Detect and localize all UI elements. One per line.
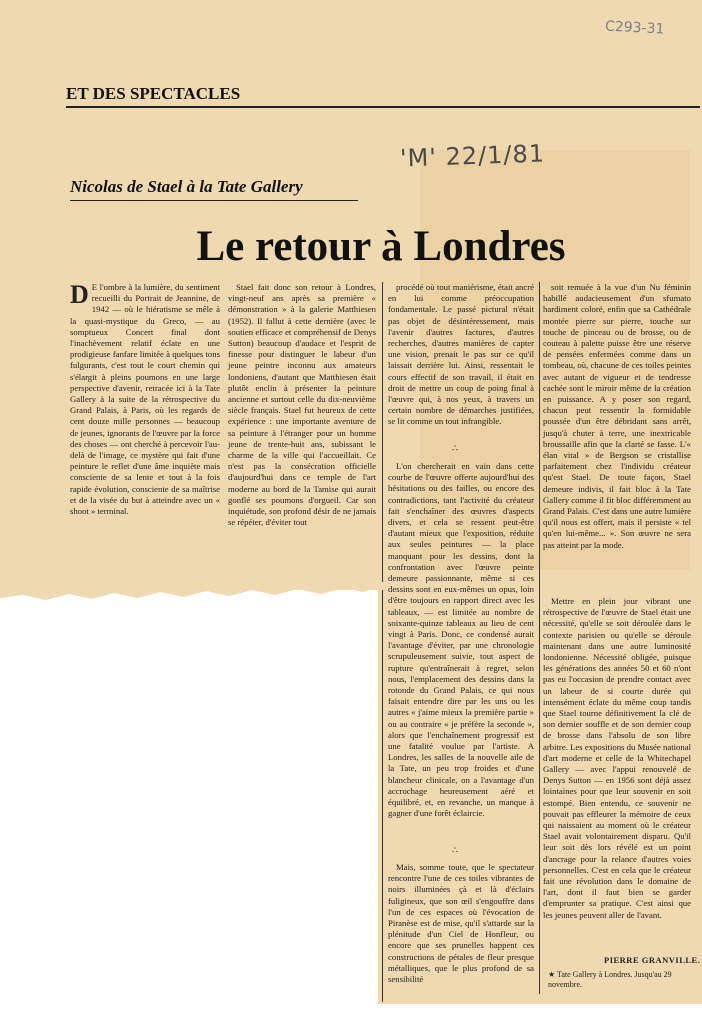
torn-edge bbox=[0, 580, 382, 600]
column-3b-text: L'on chercherait en vain dans cette courbe de l'œuvre offerte aujourd'hui des hésitations ou des failles, ou encore des contradictions, tant l'activité du créateur fait s'enchaîner des œuvres d'aspects divers, et cela se ressent peut-être d'autant mieux que l'exposition, réduite aux seules peintures — la place manquant pour les dessins, dont la confrontation avec l'œuvre peinte demeure passionnante, même si ces dessins sont en eux-mêmes un opus, loin d'être toujours en rapport direct avec les tableaux, — est limitée au nombre de soixante-quinze tableaux au lieu de cent vingt à Paris. Donc, ce condensé aurait l'avantage d'éviter, par une chronologie scrupuleusement suivie, tout aspect de rupture qu'entraînerait à regret, selon nous, l'emplacement des dessins dans la rotonde du Grand Palais, ce qui nous faisait entendre dire par les uns ou les autres « j'aime mieux la première partie » ou au contraire « je préfère la seconde », alors que l'enchaînement progressif est une fatalité voulue par l'artiste. A Londres, les salles de la nouvelle aile de la Tate, un peu trop froides et d'une blancheur clinicale, on a l'avantage d'un accrochage heureusement aéré et équilibré, et, en revanche, un manque à gagner d'une forêt éclaircie. bbox=[388, 461, 534, 819]
column-4b bbox=[543, 596, 691, 925]
column-3 bbox=[388, 282, 534, 432]
column-2 bbox=[228, 282, 376, 532]
column-rule-1 bbox=[382, 282, 383, 582]
column-1-text: E l'ombre à la lumière, du sentiment recueilli du Portrait de Jeannine, de 1942 — où le hiératisme se mêle à la quasi-mystique du Greco, — au somptueux Concert final dont l'inachèvement relatif éclate en une prodigieuse fanfare limitée à quelques tons fulgurants, c'est tout le court chemin qui s'élargit à pleins poumons en une large perspective d'avenir, retracée ici à la Tate Gallery à la suite de la rétrospective du Grand Palais, à Paris, où les regards de cent douze mille personnes — beaucoup de jeunes, ignorants de l'œuvre par la force des choses — ont cherché à percevoir l'au-delà de l'image, ce mystère qui fait d'une peinture le reflet d'une âme inquiète mais consciente de sa lente et tout à la fois rapide évolution, consciente de sa maîtrise et de la visée du but à atteindre avec un « shoot » terminal. bbox=[70, 282, 220, 517]
column-4-text: soit remuée à la vue d'un Nu féminin habillé audacieusement d'un sfumato hardiment coloré, enfin que sa Cathédrale montée pierre sur pierre, touche sur touche de pinceau ou de brosse, ou de couteau à palette puisse être une réserve de pensées enfermées comme dans un tombeau, où, chacune de ces toiles peintes avec autant de vigueur et de tendresse cachée sont le miroir même de la création en puissance. A y poser son regard, chacun peut ressentir la formidable poussée d'un être débridant sans arrêt, jusqu'à chuter à terre, une inextricable broussaille afin que la clarté se fasse. L'« élan vital » de Bergson se cristallise parfaitement chez l'individu créateur qu'est Stael. De toute façon, Stael demeure indivis, il fait bloc à la Tate Gallery comme il fit bloc différemment au Grand Palais. C'est dans une autre lumière qu'il nous est offert, mais il persiste « tel qu'en lui-même... ». Son œuvre ne sera pas atteint par la mode. bbox=[543, 282, 691, 550]
separator-1: ∴ bbox=[452, 444, 458, 454]
section-title: ET DES SPECTACLES bbox=[66, 84, 241, 103]
section-rule bbox=[66, 106, 700, 108]
kicker-rule bbox=[70, 200, 358, 201]
handwritten-date: 'M' 22/1/81 bbox=[399, 139, 546, 173]
column-rule-2 bbox=[539, 282, 540, 994]
column-3-text: procédé où tout maniérisme, était ancré en lui comme préoccupation fondamentale. Le passé pictural n'était pas objet de désintéressement, mais l'avenir d'autres factures, d'autres recherches, d'autres manières de capter une vision, prenait le pas sur ce qu'il laissait derrière lui. Ainsi, ressentait le cours effectif de son travail, il était en droit de mettre un coup de poing final à l'œuvre qui, à nos yeux, à travers un certain nombre de démarches justifiées, se lit comme un tout infrangible. bbox=[388, 282, 534, 427]
column-2-text: Stael fait donc son retour à Londres, vingt-neuf ans après sa première « démonstration » à la galerie Matthiesen (1952). Il fallut à cette dernière (avec le soutien efficace et compréhensif de Denys Sutton) beaucoup d'audace et l'esprit de finesse pour distinguer le labeur d'un jeune peintre inconnu aux amateurs londoniens, d'autant que Matthiesen était plutôt enclin à présenter la peinture ancienne et surtout celle du dix-neuvième siècle français. Stael fut heureux de cette expérience : une importante aventure de sa peinture à l'étranger pour un homme jeune de trente-huit ans, subissant le charme de la ville qui l'accueillait. Ce n'est pas la consécration officielle d'aujourd'hui dans ce temple de l'art moderne au bord de la Tamise qui aurait gonflé ses poumons d'orgueil. Car son inquiétude, son profond désir de ne jamais se répéter, d'éviter tout bbox=[228, 282, 376, 528]
column-1 bbox=[70, 282, 220, 521]
author-signature: PIERRE GRANVILLE. bbox=[604, 955, 701, 965]
column-4 bbox=[543, 282, 691, 555]
column-4b-text: Mettre en plein jour vibrant une rétrospective de l'œuvre de Stael était une nécessité, qu'elle se soit déroulée dans le contexte parisien ou qu'elle se déroule maintenant dans une autre luminosité londonienne. Nécessité obligée, puisque les générations des années 50 et 60 n'ont pas eu l'occasion de prendre contact avec un labeur de si courte durée qui intensément éclate du même coup tandis que Stael tourne définitivement la clé de son dernier souffle et de son dernier coup de brosse dans l'absolu de son libre arbitre. Les expositions du Musée national d'art moderne et celle de la Whitechapel Gallery — avec l'appui renouvelé de Denys Sutton — en 1956 sont déjà assez lointaines pour que leur souvenir en soit estompé. Bien entendu, ce souvenir ne pouvait pas effleurer la mémoire de ceux qui naissaient au moment où le créateur Stael avait volontairement disparu. Qu'il leur soit dès lors révélé est un point d'ancrage pour la relance d'autres voies personnelles. C'est en cela que le créateur fait une révolution dans le domaine de l'art, dont il faut bien se garder d'emprunter sa pratique. C'est ainsi que les jeunes peuvent aller de l'avant. bbox=[543, 596, 691, 920]
reference-code: C293-31 bbox=[604, 18, 665, 38]
separator-2: ∴ bbox=[452, 846, 458, 856]
kicker: Nicolas de Stael à la Tate Gallery bbox=[70, 177, 303, 196]
column-3c bbox=[388, 862, 534, 989]
headline: Le retour à Londres bbox=[196, 223, 566, 270]
column-3b bbox=[388, 461, 534, 824]
column-rule-3 bbox=[382, 590, 383, 1002]
footnote: ★ Tate Gallery à Londres. Jusqu'au 29 novembre. bbox=[548, 970, 672, 989]
column-3c-text: Mais, somme toute, que le spectateur rencontre l'une de ces toiles vibrantes de noirs illuminées çà et là d'éclairs fuligineux, que son œil s'engouffre dans l'un de ces espaces où l'évocation de Piranèse est de mise, qu'il s'attarde sur la plénitude d'un Ciel de Honfleur, ou encore que ses prunelles happent ces constructions de pétales de fleur presque métalliques, que le plus profond de sa sensibilité bbox=[388, 862, 534, 985]
drop-cap: D bbox=[70, 280, 89, 309]
